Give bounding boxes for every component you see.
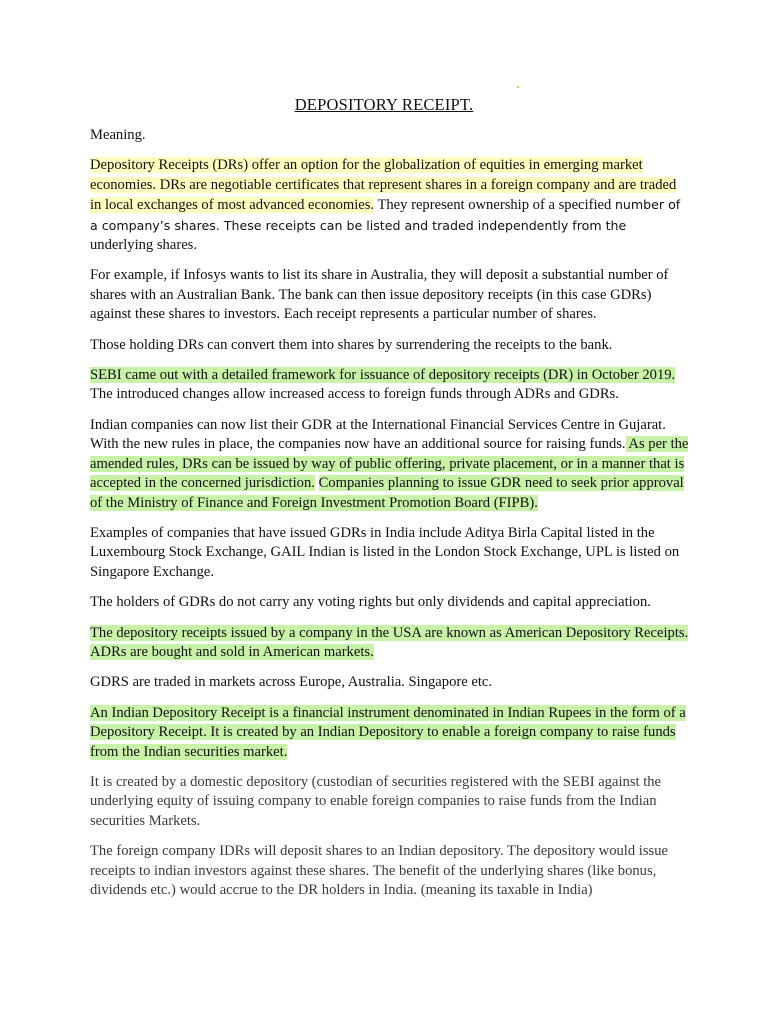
highlight-green: As per the amended rules, DRs can be issued by way of public offering, private placement, or in a manner that is accepted in the concerned jurisdiction.: [90, 436, 689, 492]
paragraph-voting: The holders of GDRs do not carry any voting rights but only dividends and capital appreciation.: [90, 594, 651, 611]
text-span: The introduced changes allow increased access to foreign funds through ADRs and GDRs.: [90, 386, 619, 403]
highlight-green: Companies planning to issue GDR need to seek prior approval of the Ministry of Finance and Foreign Investment Promotion Board (FIPB).: [90, 475, 684, 511]
paragraph-idr: [90, 704, 690, 762]
paragraph-conversion: Those holding DRs can convert them into shares by surrendering the receipts to the bank.: [90, 336, 613, 353]
paragraph-ifsc: [90, 416, 690, 513]
paragraph-examples: Examples of companies that have issued GDRs in India include Aditya Birla Capital listed in the Luxembourg Stock Exchange, GAIL Indian is listed in the London Stock Exchange, UPL is listed on Singapore Exchange.: [90, 524, 680, 580]
text-span: [315, 475, 319, 491]
paragraph-adr: [90, 624, 690, 663]
document-title: DEPOSITORY RECEIPT.: [294, 95, 474, 114]
text-span: underlying shares.: [90, 237, 197, 254]
meaning-heading: Meaning.: [90, 127, 146, 143]
highlight-green: SEBI came out with a detailed framework for issuance of depository receipts (DR) in October 2019.: [90, 367, 676, 384]
paragraph-definition: [90, 156, 690, 255]
paragraph-gdr-markets: GDRS are traded in markets across Europe, Australia. Singapore etc.: [90, 674, 493, 691]
green-dot-mark: [517, 86, 519, 88]
highlight-green: The depository receipts issued by a company in the USA are known as American Depository Receipts. ADRs are bought and sold in American markets.: [90, 624, 689, 660]
paragraph-sebi: [90, 366, 690, 405]
text-span-sans: number of a company’s shares. These receipts can be listed and traded independently from the: [90, 197, 681, 233]
paragraph-domestic-depository: It is created by a domestic depository (custodian of securities registered with the SEBI against the underlying equity of issuing company to enable foreign companies to raise funds from the Indian securities Markets.: [90, 773, 662, 829]
text-span: They represent ownership of a specified: [374, 197, 615, 214]
highlight-green: An Indian Depository Receipt is a financial instrument denominated in Indian Rupees in the form of a Depository Receipt. It is created by an Indian Depository to enable a foreign company to raise funds from the Indian securities market.: [90, 704, 686, 760]
text-span: Indian companies can now list their GDR at the International Financial Services Centre in Gujarat. With the new rules in place, the companies now have an additional source for raising funds.: [90, 416, 666, 453]
paragraph-example: For example, if Infosys wants to list its share in Australia, they will deposit a substantial number of shares with an Australian Bank. The bank can then issue depository receipts (in this case GDRs) against these shares to investors. Each receipt represents a particular number of shares.: [90, 267, 669, 323]
document-body: [90, 126, 690, 911]
highlight-yellow: Depository Receipts (DRs) offer an option for the globalization of equities in emerging market economies. DRs are negotiable certificates that represent shares in a foreign company and are traded in local exchanges of most advanced economies.: [90, 157, 677, 214]
paragraph-foreign-company: The foreign company IDRs will deposit shares to an Indian depository. The depository would issue receipts to indian investors against these shares. The benefit of the underlying shares (like bonus, dividends etc.) would accrue to the DR holders in India. (meaning its taxable in India): [90, 843, 668, 898]
